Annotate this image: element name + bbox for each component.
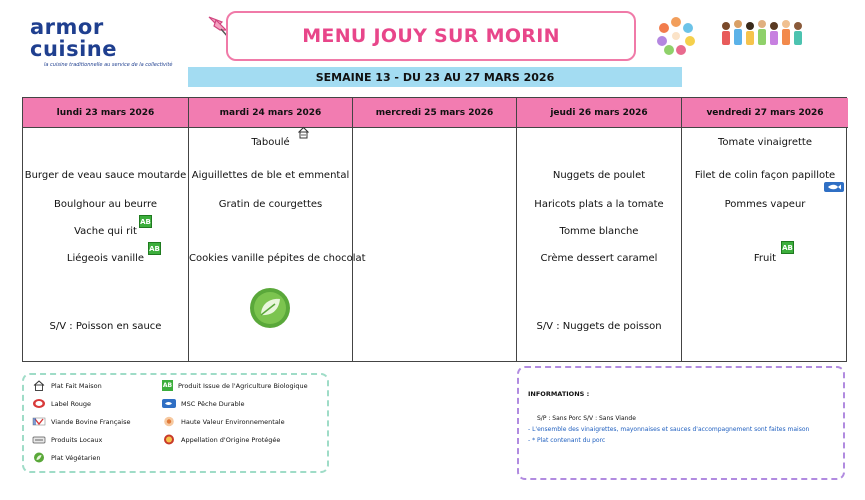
homemade-house-icon [297, 126, 310, 139]
day-column-wednesday [353, 98, 517, 361]
menu-dish: Pommes vapeur [724, 199, 806, 210]
legend-label: Produits Locaux [51, 435, 103, 444]
day-header [23, 98, 188, 128]
menu-dish: Liégeois vanille [66, 253, 145, 264]
legend-item [32, 416, 130, 427]
day-label: mardi 24 mars 2026 [219, 107, 322, 118]
legend-label: Label Rouge [51, 399, 92, 408]
legend-box [22, 373, 329, 473]
info-sp-sv: S/P : Sans Porc S/V : Sans Viande [537, 415, 636, 422]
day-label: lundi 23 mars 2026 [56, 107, 155, 118]
homemade-house-icon [32, 380, 46, 391]
organic-ab-icon: AB [781, 241, 794, 254]
menu-dish: S/V : Nuggets de poisson [536, 321, 662, 332]
aop-seal-icon [162, 434, 176, 445]
label-rouge-icon [32, 398, 46, 409]
menu-dish: Haricots plats a la tomate [534, 199, 664, 210]
legend-item [32, 398, 91, 409]
menu-dish: Crème dessert caramel [540, 253, 658, 264]
msc-fish-icon [824, 182, 844, 192]
logo-text: armor cuisine [30, 15, 117, 61]
legend-label: Appellation d'Origine Protégée [181, 435, 281, 444]
day-label: jeudi 26 mars 2026 [550, 107, 648, 118]
hve-icon [162, 416, 176, 427]
legend-item [162, 380, 308, 391]
info-pork [528, 437, 605, 444]
menu-dish: Cookies vanille pépites de chocolat [189, 253, 366, 264]
children-group-illustration [718, 16, 806, 54]
star-prefix: - * [528, 437, 536, 444]
menu-dish: Burger de veau sauce moutarde [24, 170, 187, 181]
legend-label: Produit Issue de l'Agriculture Biologique [178, 381, 308, 390]
week-label: SEMAINE 13 - DU 23 AU 27 MARS 2026 [315, 70, 555, 84]
day-label: mercredi 25 mars 2026 [375, 107, 494, 118]
vegetarian-leaf-icon [32, 452, 46, 463]
legend-item [162, 434, 280, 445]
vegetarian-leaf-icon [249, 287, 291, 329]
logo [30, 16, 180, 68]
menu-dish: Nuggets de poulet [552, 170, 646, 181]
organic-ab-icon: AB [162, 382, 173, 389]
legend-item [32, 434, 102, 445]
week-banner [188, 67, 682, 87]
day-header [189, 98, 352, 128]
msc-fish-icon [162, 398, 176, 409]
pork-label: Plat contenant du porc [537, 437, 606, 444]
legend-label: Viande Bovine Française [51, 417, 131, 426]
menu-dish: Taboulé [251, 137, 290, 148]
legend-label: Plat Fait Maison [51, 381, 102, 390]
information-box [517, 366, 845, 480]
menu-dish: Aiguillettes de ble et emmental [191, 170, 350, 181]
menu-dish: Tomme blanche [559, 226, 639, 237]
menu-title-box [226, 11, 636, 61]
day-column-monday [23, 98, 189, 361]
day-header [682, 98, 848, 128]
legend-label: MSC Pêche Durable [181, 399, 245, 408]
legend-label: Plat Végétarien [51, 453, 101, 462]
legend-label: Haute Valeur Environnementale [181, 417, 285, 426]
day-label: vendredi 27 mars 2026 [706, 107, 824, 118]
legend-item [32, 380, 102, 391]
menu-dish: Tomate vinaigrette [718, 137, 812, 148]
day-column-tuesday [189, 98, 366, 361]
french-beef-icon [32, 416, 46, 427]
page-title: MENU JOUY SUR MORIN [302, 25, 560, 47]
info-vinaigrettes: - L'ensemble des vinaigrettes, mayonnaises et sauces d'accompagnement sont faites maison [528, 426, 810, 433]
menu-dish: S/V : Poisson en sauce [49, 321, 162, 332]
day-column-friday [682, 98, 848, 361]
menu-dish: Fruit [753, 253, 777, 264]
legend-item [162, 416, 285, 427]
info-title: INFORMATIONS : [528, 390, 590, 398]
organic-ab-icon: AB [148, 242, 161, 255]
day-header [353, 98, 516, 128]
menu-dish: Vache qui rit [74, 226, 137, 237]
day-header [517, 98, 681, 128]
legend-item [32, 452, 101, 463]
menu-dish: Gratin de courgettes [218, 199, 323, 210]
legend-item [162, 398, 245, 409]
day-column-thursday [517, 98, 682, 361]
local-products-icon [32, 434, 46, 445]
menu-dish: Boulghour au beurre [54, 199, 157, 210]
menu-dish: Filet de colin façon papillote [694, 170, 836, 181]
organic-ab-icon: AB [139, 215, 152, 228]
logo-tagline: la cuisine traditionnelle au service de la collectivité [44, 62, 173, 68]
menu-table [22, 97, 847, 362]
children-circle-illustration [655, 14, 697, 56]
